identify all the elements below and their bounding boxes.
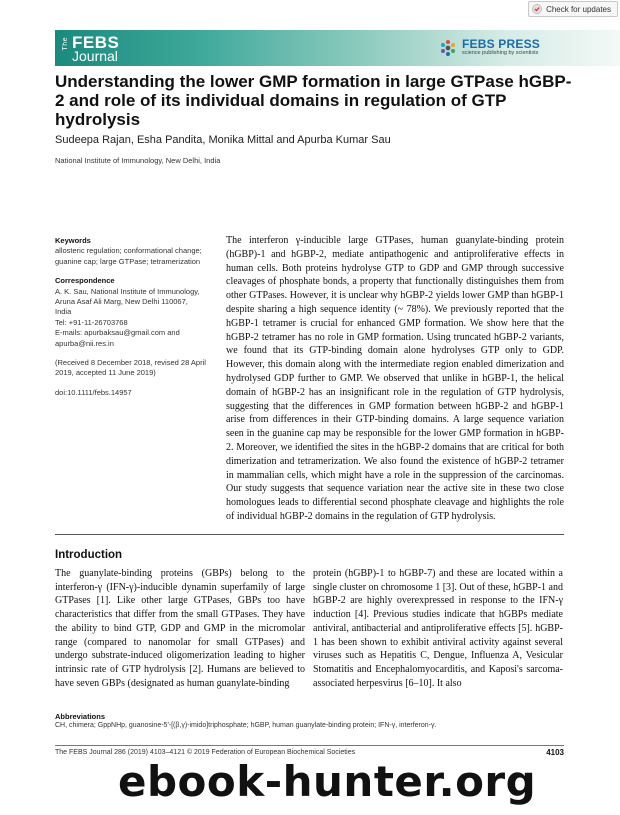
febs-press-logo (439, 38, 540, 57)
watermark-text: ebook-hunter.org (118, 757, 537, 806)
journal-logo-the: The (62, 37, 69, 51)
received-dates: (Received 8 December 2018, revised 28 April 2019, accepted 11 June 2019) (55, 358, 206, 378)
correspondence-email-line-2: apurba@nii.res.in (55, 338, 114, 348)
article-title: Understanding the lower GMP formation in large GTPase hGBP-2 and role of its individual domains in regulation of GTP hydrolysis (55, 72, 572, 129)
crossmark-icon (532, 4, 542, 14)
article-doi[interactable]: doi:10.1111/febs.14957 (55, 387, 132, 397)
introduction-column-right: protein (hGBP)-1 to hGBP-7) and these are located within a single cluster on chromosome 1 [3]. Out of these, hGBP-1 and hGBP-2 are highly overexpressed in response to the IFN-γ induction [4]. Previous studies indicate that hGBPs mediate antiviral, antibacterial and antiproliferative effects [5]. hGBP-1 has been shown to exhibit antiviral activity against several viruses such as Hepatitis C, Dengue, Influenza A, Vesicular Stomatitis and Encephalomyocarditis, and Kaposi's sarcoma-associated herpesvirus [6–10]. It also (313, 568, 563, 689)
section-divider (55, 534, 564, 535)
correspondence-name: A. K. Sau, National Institute of Immunology, (55, 286, 200, 296)
page-number: 4103 (546, 748, 564, 757)
article-affiliation: National Institute of Immunology, New Delhi, India (55, 156, 221, 165)
abbreviations-text: CH, chimera; GppNHp, guanosine-5′-[(β,γ)-imido]triphosphate; hGBP, human guanylate-binding protein; IFN-γ, interferon-γ. (55, 722, 437, 729)
journal-logo-journal: Journal (72, 48, 118, 64)
journal-logo-febs: FEBS (72, 33, 120, 52)
check-for-updates-label: Check for updates (546, 4, 611, 14)
correspondence-heading: Correspondence (55, 276, 115, 286)
febs-press-emblem-icon (439, 39, 457, 57)
correspondence-email-line-1: E-mails: apurbaksau@gmail.com and (55, 328, 180, 338)
introduction-column-left: The guanylate-binding proteins (GBPs) belong to the interferon-γ (IFN-γ)-inducible dynamin superfamily of large GTPases [1]. Like other large GTPases, GBPs too have characteristics that differ from the small GTPases. They have the ability to bind GTP, GDP and GMP in the micromolar range (compared to nanomolar for small GTPases) and undergo substrate-induced oligomerization leading to higher intrinsic rate of GTP hydrolysis [2]. Humans are believed to have seven GBPs (designated as human guanylate-binding (55, 568, 305, 689)
keywords-heading: Keywords (55, 236, 91, 245)
article-sidebar (55, 236, 217, 398)
check-for-updates-button[interactable] (528, 1, 618, 17)
footer-divider (55, 745, 564, 746)
abbreviations-heading: Abbreviations (55, 712, 106, 721)
correspondence-tel: Tel: +91-11-26703768 (55, 317, 128, 327)
article-abstract: The interferon γ-inducible large GTPases, human guanylate-binding protein (hGBP)-1 and hGBP-2, mediate antipathogenic and antiproliferative effects in human cells. Both proteins hydrolyse GTP to GDP and GMP through successive cleavages of phosphate bonds, a property that functionally distinguishes them from other GTPases. However, it is unclear why hGBP-2 yields lower GMP than hGBP-1 despite sharing a high sequence identity (~ 78%). We previously reported that the hGBP-1 tetramer is crucial for enhanced GMP formation. We show here that the hGBP-2 tetramer has no role in GMP formation. Using truncated hGBP-2 variants, we found that its GTP-binding domain alone hydrolyses GTP only to GDP. However, this domain along with the intermediate region enabled dimerization and hydrolysed GDP further to GMP. We observed that unlike in hGBP-1, the helical domain of hGBP-2 has an insignificant role in the regulation of GTP hydrolysis, suggesting that the differences in GMP formation between hGBP-2 and hGBP-1 arise from differences in their GTP-binding domains. A large sequence variation seen in the guanine cap may be responsible for the lower GMP formation in hGBP-2. Moreover, we identified the sites in the hGBP-2 domains that are critical for both dimerization and tetramerization. We also found the existence of hGBP-2 tetramer in mammalian cells, which might have a role in the suppression of the carcinomas. Our study suggests that sequence variation near the active site in these two close homologues leads to differential second phosphate cleavage and highlights the role of individual hGBP-2 domains in the regulation of GTP hydrolysis. (226, 235, 564, 522)
febs-press-tagline: science publishing by scientists (461, 50, 539, 56)
article-authors: Sudeepa Rajan, Esha Pandita, Monika Mittal and Apurba Kumar Sau (55, 134, 391, 146)
footer-citation: The FEBS Journal 286 (2019) 4103–4121 © 2019 Federation of European Biochemical Societies (55, 749, 356, 756)
keywords-list: allosteric regulation; conformational change; guanine cap; large GTPase; tetramerization (55, 246, 202, 266)
correspondence-address-line-1: Aruna Asaf Ali Marg, New Delhi 110067, (55, 297, 188, 307)
correspondence-address-line-2: India (55, 307, 72, 317)
introduction-heading: Introduction (55, 549, 123, 561)
febs-press-name: FEBS PRESS (461, 37, 540, 51)
